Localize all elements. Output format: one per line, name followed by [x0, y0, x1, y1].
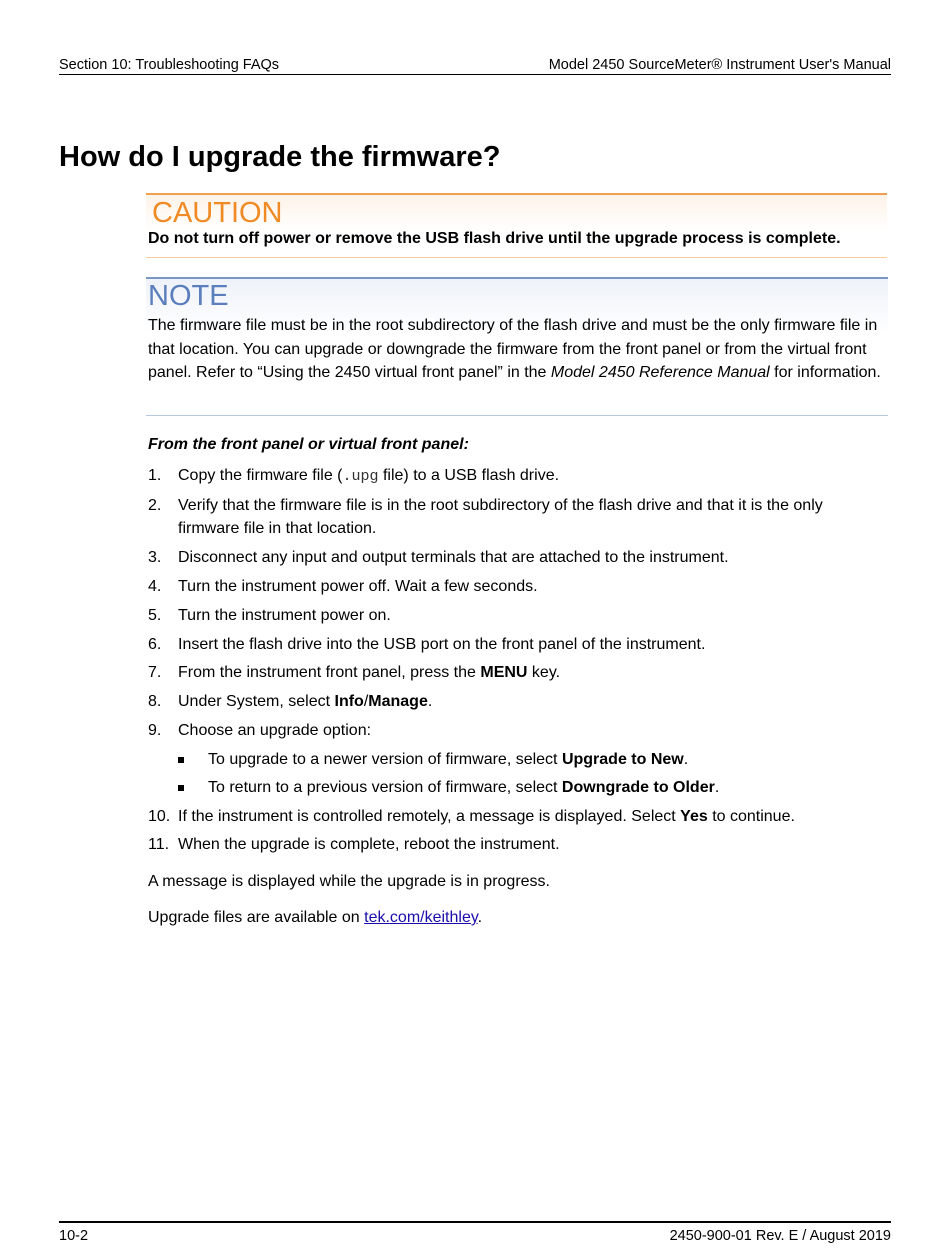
- header-section: Section 10: Troubleshooting FAQs: [59, 57, 280, 73]
- upgrade-to-new-label: Upgrade to New: [561, 751, 684, 768]
- caution-label: CAUTION: [152, 197, 283, 229]
- option-text: [208, 748, 868, 771]
- step-number: 2.: [148, 497, 162, 514]
- step-text: Insert the flash drive into the USB port on the front panel of the instrument.: [178, 636, 706, 653]
- step-text: Turn the instrument power off. Wait a few seconds.: [178, 578, 538, 595]
- step-number: 8.: [148, 693, 162, 710]
- step-number: 9.: [148, 722, 162, 739]
- step-number: 4.: [148, 578, 162, 595]
- step-text: [178, 690, 878, 713]
- info-label: Info: [334, 693, 364, 710]
- option-text-part: .: [683, 751, 689, 768]
- step-text-part: From the instrument front panel, press the: [178, 664, 481, 681]
- page-header: [59, 57, 891, 75]
- bullet-square-icon: [178, 757, 184, 763]
- step-text: Choose an upgrade option:: [178, 722, 372, 739]
- note-text-after: for information.: [769, 364, 881, 381]
- note-text: [148, 314, 886, 385]
- step-text: Verify that the firmware file is in the root subdirectory of the flash drive and that it is the only firmware file in that location.: [178, 497, 823, 537]
- header-manual-title: Model 2450 SourceMeter® Instrument User's Manual: [548, 57, 891, 73]
- step-text: [178, 805, 878, 828]
- step-text: [178, 661, 878, 684]
- option-text-part: .: [714, 779, 720, 796]
- option-text: [208, 776, 868, 799]
- step-number: 11.: [148, 836, 170, 853]
- step-text: Disconnect any input and output terminals that are attached to the instrument.: [178, 549, 729, 566]
- step-text-part: to continue.: [707, 808, 795, 825]
- upgrade-files-text-end: .: [477, 909, 483, 926]
- option-text-part: To return to a previous version of firmware, select: [208, 779, 562, 796]
- note-box: [146, 277, 888, 416]
- document-revision: 2450-900-01 Rev. E / August 2019: [669, 1228, 891, 1244]
- step-text-part: file) to a USB flash drive.: [378, 467, 560, 484]
- step-number: 10.: [148, 808, 171, 825]
- manage-label: Manage: [368, 693, 428, 710]
- step-number: 3.: [148, 549, 162, 566]
- note-label: NOTE: [148, 280, 229, 312]
- step-number: 6.: [148, 636, 162, 653]
- page-footer: [59, 1221, 891, 1246]
- upgrade-files-text: Upgrade files are available on: [148, 909, 365, 926]
- yes-label: Yes: [680, 808, 708, 825]
- menu-key-label: MENU: [480, 664, 528, 681]
- caution-text: Do not turn off power or remove the USB flash drive until the upgrade process is complete.: [148, 230, 841, 247]
- upgrade-files-paragraph: [148, 908, 482, 928]
- file-extension-code: .upg: [342, 468, 379, 485]
- step-number: 1.: [148, 467, 162, 484]
- step-text-part: /: [363, 693, 369, 710]
- step-text-part: key.: [527, 664, 561, 681]
- step-text: When the upgrade is complete, reboot the instrument.: [178, 836, 560, 853]
- step-text-part: Under System, select: [178, 693, 335, 710]
- step-text-part: .: [427, 693, 433, 710]
- step-text-part: Copy the firmware file (: [178, 467, 343, 484]
- procedure-heading: From the front panel or virtual front panel:: [148, 436, 469, 453]
- note-text-before: The firmware file must be in the root subdirectory of the flash drive and must be the only firmware file in that location. You can upgrade or downgrade the firmware from the front panel or from the virtual front panel. Refer to “Using the 2450 virtual front panel” in the: [148, 317, 878, 381]
- keithley-link[interactable]: tek.com/keithley: [364, 909, 478, 926]
- progress-message: A message is displayed while the upgrade is in progress.: [148, 873, 550, 890]
- step-number: 5.: [148, 607, 162, 624]
- page-title: How do I upgrade the firmware?: [59, 141, 501, 173]
- note-reference-title: Model 2450 Reference Manual: [550, 364, 770, 381]
- step-text-part: If the instrument is controlled remotely, a message is displayed. Select: [178, 808, 681, 825]
- step-number: 7.: [148, 664, 162, 681]
- step-text: Turn the instrument power on.: [178, 607, 391, 624]
- bullet-square-icon: [178, 785, 184, 791]
- caution-box: [146, 193, 887, 258]
- option-text-part: To upgrade to a newer version of firmware, select: [208, 751, 562, 768]
- page-number: 10-2: [59, 1228, 89, 1244]
- downgrade-to-older-label: Downgrade to Older: [561, 779, 715, 796]
- step-text: [178, 464, 878, 488]
